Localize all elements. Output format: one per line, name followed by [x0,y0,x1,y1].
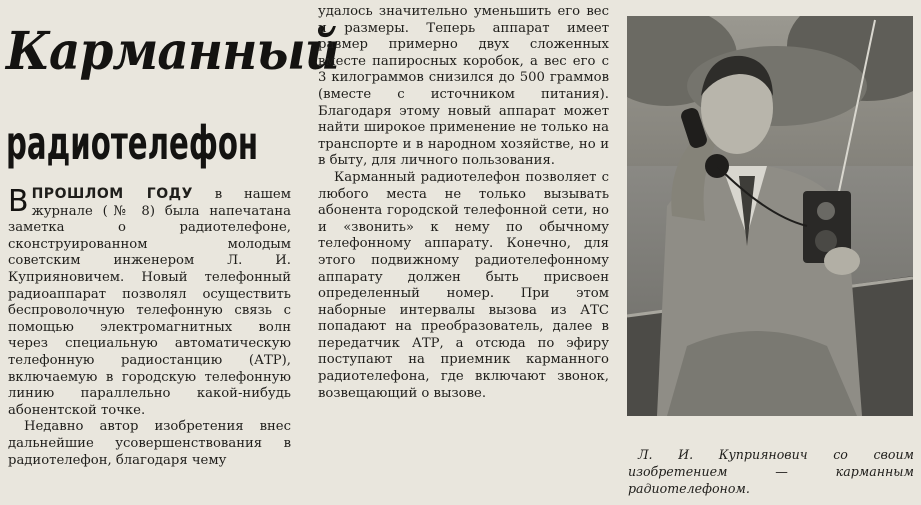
lead-caps: ПРОШЛОМ ГОДУ [31,186,193,202]
article-column-2 [318,4,609,402]
title-script: Карманный [6,21,339,82]
caption-text: Л. И. Куприянович со своим изобретением — карманным радиотелефоном. [628,447,914,496]
paragraph-3: удалось значительно уменьшить его вес и размеры. Теперь аппарат имеет размер примерно двух сложенных вместе папиросных коробок, а вес его с 3 килограммов снизился до 500 граммов (вместе с источником питания). Благодаря этому новый аппарат может найти широкое применение не только на транспорте и в народном хозяйстве, но и в быту, для личного пользования. [318,4,609,169]
paragraph-4: Карманный радиотелефон позволяет с любого места не только вызывать абонента городской телефонной сети, но и «звонить» к нему по обычному телефонному аппарату. Конечно, для этого подвижному радиотелефонному аппарату должен быть присвоен определенный номер. При этом наборные интервалы вызова из АТС попадают на преобразователь, далее в передатчик АТР, а отсюда по эфиру поступают на приемник карманного радиотелефона, где включают звонок, возвещающий о вызове. [318,169,609,401]
photo-illustration [627,16,913,416]
photo-caption [628,446,914,497]
paragraph-1 [8,186,291,419]
paragraph-1-text: в нашем журнале (№ 8) была напечатана заметка о радиотелефоне, сконструированном молодым советским инженером Л. И. Куприяновичем. Новый телефонный радиоаппарат позволял осуществить беспроволочную телефонную связь с помощью электромагнитных волн через специальную автоматическую телефонную радиостанцию (АТР), включаемую в городскую телефонную линию параллельно какой-нибудь абонентской точке. [8,187,291,418]
man-with-radiotelephone-photo [627,16,913,416]
dropcap: В [8,184,29,219]
article-column-1 [8,186,291,469]
title-block: радиотелефон [6,116,259,170]
paragraph-2: Недавно автор изобретения внес дальнейшие усовершенствования в радиотелефон, благодаря чему [8,419,291,468]
